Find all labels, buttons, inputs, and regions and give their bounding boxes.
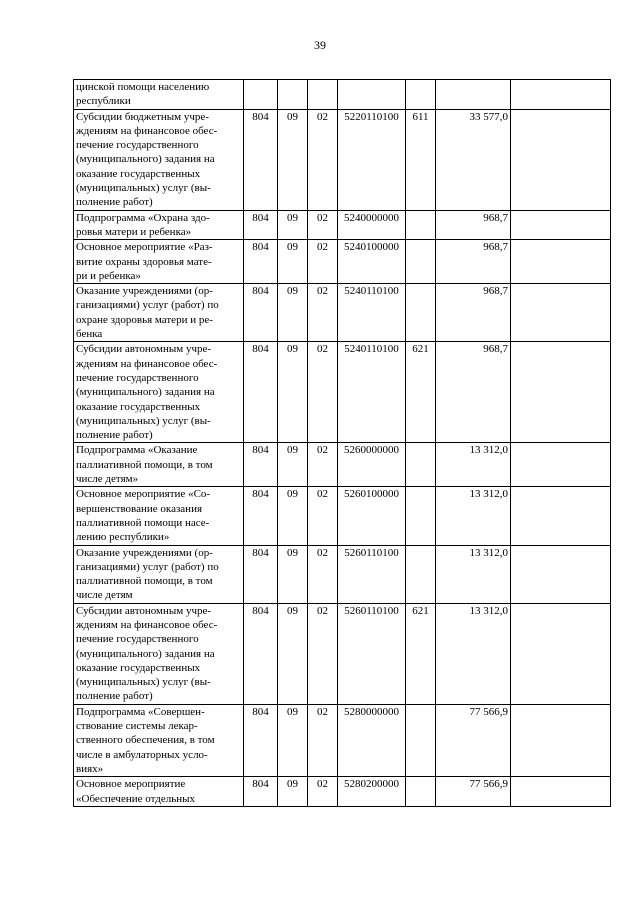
target-article-code-cell: 5260000000 (338, 443, 406, 487)
expense-name-cell: Подпрограмма «Оказание паллиативной помощи, в том числе детям» (74, 443, 244, 487)
table-row (74, 109, 611, 210)
table-row (74, 284, 611, 342)
empty-column-cell (511, 545, 611, 603)
amount-cell: 13 312,0 (436, 487, 511, 545)
subsection-code-cell: 02 (308, 777, 338, 807)
expense-type-code-cell (406, 545, 436, 603)
expense-name-cell: Субсидии автономным учре- ждениям на финансовое обес- печение государственного (муниципального) задания на оказание государственных (муниципальных) услуг (вы- полнение работ) (74, 603, 244, 704)
expense-type-code-cell (406, 240, 436, 284)
section-code-cell: 09 (278, 342, 308, 443)
expense-name-cell: Оказание учреждениями (ор- ганизациями) услуг (работ) по охране здоровья матери и ре- бенка (74, 284, 244, 342)
subsection-code-cell: 02 (308, 545, 338, 603)
amount-cell: 77 566,9 (436, 777, 511, 807)
expense-name-cell: цинской помощи населению республики (74, 80, 244, 110)
empty-column-cell (511, 487, 611, 545)
expense-type-code-cell (406, 704, 436, 776)
expense-type-code-cell (406, 80, 436, 110)
empty-column-cell (511, 603, 611, 704)
expense-name-cell: Субсидии бюджетным учре- ждениям на финансовое обес- печение государственного (муниципального) задания на оказание государственных (муниципальных) услуг (вы- полнение работ) (74, 109, 244, 210)
section-code-cell: 09 (278, 704, 308, 776)
amount-cell: 33 577,0 (436, 109, 511, 210)
budget-table (73, 79, 611, 807)
section-code-cell (278, 80, 308, 110)
section-code-cell: 09 (278, 603, 308, 704)
budget-table-body (74, 80, 611, 807)
section-code-cell: 09 (278, 487, 308, 545)
empty-column-cell (511, 342, 611, 443)
table-row (74, 487, 611, 545)
expense-type-code-cell: 621 (406, 342, 436, 443)
amount-cell: 13 312,0 (436, 545, 511, 603)
section-code-cell: 09 (278, 240, 308, 284)
amount-cell: 13 312,0 (436, 443, 511, 487)
subsection-code-cell: 02 (308, 210, 338, 240)
subsection-code-cell: 02 (308, 284, 338, 342)
subsection-code-cell: 02 (308, 603, 338, 704)
expense-type-code-cell: 621 (406, 603, 436, 704)
empty-column-cell (511, 80, 611, 110)
expense-name-cell: Субсидии автономным учре- ждениям на финансовое обес- печение государственного (муниципального) задания на оказание государственных (муниципальных) услуг (вы- полнение работ) (74, 342, 244, 443)
amount-cell: 77 566,9 (436, 704, 511, 776)
empty-column-cell (511, 443, 611, 487)
target-article-code-cell: 5260110100 (338, 545, 406, 603)
department-code-cell: 804 (244, 443, 278, 487)
page-number: 39 (314, 38, 326, 52)
section-code-cell: 09 (278, 210, 308, 240)
empty-column-cell (511, 777, 611, 807)
expense-type-code-cell (406, 487, 436, 545)
department-code-cell: 804 (244, 545, 278, 603)
expense-name-cell: Основное мероприятие «Обеспечение отдельных (74, 777, 244, 807)
table-row (74, 240, 611, 284)
expense-type-code-cell (406, 443, 436, 487)
section-code-cell: 09 (278, 777, 308, 807)
amount-cell: 968,7 (436, 342, 511, 443)
expense-type-code-cell (406, 777, 436, 807)
department-code-cell: 804 (244, 342, 278, 443)
expense-type-code-cell: 611 (406, 109, 436, 210)
expense-name-cell: Подпрограмма «Совершен- ствование системы лекар- ственного обеспечения, в том числе в амбулаторных усло- виях» (74, 704, 244, 776)
table-row (74, 80, 611, 110)
target-article-code-cell: 5280000000 (338, 704, 406, 776)
amount-cell: 13 312,0 (436, 603, 511, 704)
section-code-cell: 09 (278, 443, 308, 487)
empty-column-cell (511, 210, 611, 240)
expense-name-cell: Подпрограмма «Охрана здо- ровья матери и ребенка» (74, 210, 244, 240)
target-article-code-cell: 5240110100 (338, 284, 406, 342)
table-row (74, 603, 611, 704)
section-code-cell: 09 (278, 109, 308, 210)
expense-type-code-cell (406, 210, 436, 240)
expense-name-cell: Оказание учреждениями (ор- ганизациями) услуг (работ) по паллиативной помощи, в том числе детям (74, 545, 244, 603)
target-article-code-cell: 5280200000 (338, 777, 406, 807)
amount-cell: 968,7 (436, 240, 511, 284)
table-row (74, 704, 611, 776)
target-article-code-cell (338, 80, 406, 110)
target-article-code-cell: 5240110100 (338, 342, 406, 443)
table-row (74, 342, 611, 443)
subsection-code-cell: 02 (308, 240, 338, 284)
expense-type-code-cell (406, 284, 436, 342)
department-code-cell: 804 (244, 109, 278, 210)
department-code-cell (244, 80, 278, 110)
department-code-cell: 804 (244, 777, 278, 807)
subsection-code-cell: 02 (308, 443, 338, 487)
subsection-code-cell: 02 (308, 109, 338, 210)
subsection-code-cell: 02 (308, 487, 338, 545)
department-code-cell: 804 (244, 240, 278, 284)
empty-column-cell (511, 704, 611, 776)
table-row (74, 443, 611, 487)
subsection-code-cell: 02 (308, 342, 338, 443)
amount-cell (436, 80, 511, 110)
department-code-cell: 804 (244, 487, 278, 545)
table-row (74, 545, 611, 603)
department-code-cell: 804 (244, 704, 278, 776)
target-article-code-cell: 5260110100 (338, 603, 406, 704)
expense-name-cell: Основное мероприятие «Со- вершенствование оказания паллиативной помощи насе- лению республики» (74, 487, 244, 545)
target-article-code-cell: 5240000000 (338, 210, 406, 240)
amount-cell: 968,7 (436, 284, 511, 342)
department-code-cell: 804 (244, 603, 278, 704)
subsection-code-cell: 02 (308, 704, 338, 776)
section-code-cell: 09 (278, 545, 308, 603)
amount-cell: 968,7 (436, 210, 511, 240)
target-article-code-cell: 5240100000 (338, 240, 406, 284)
expense-name-cell: Основное мероприятие «Раз- витие охраны здоровья мате- ри и ребенка» (74, 240, 244, 284)
target-article-code-cell: 5260100000 (338, 487, 406, 545)
table-row (74, 777, 611, 807)
target-article-code-cell: 5220110100 (338, 109, 406, 210)
section-code-cell: 09 (278, 284, 308, 342)
department-code-cell: 804 (244, 210, 278, 240)
department-code-cell: 804 (244, 284, 278, 342)
empty-column-cell (511, 109, 611, 210)
empty-column-cell (511, 284, 611, 342)
empty-column-cell (511, 240, 611, 284)
table-row (74, 210, 611, 240)
subsection-code-cell (308, 80, 338, 110)
